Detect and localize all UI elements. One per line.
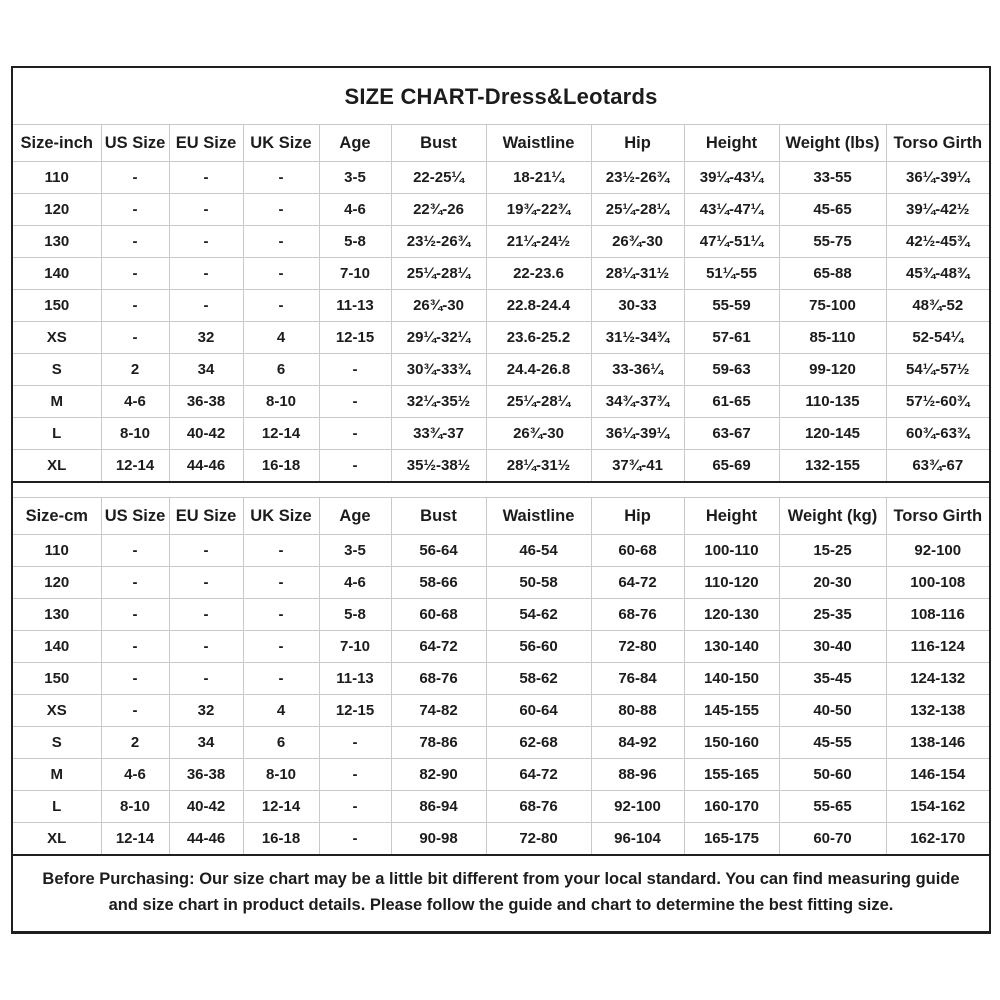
table-cell: 12-15 [319, 695, 391, 727]
column-header: Waistline [486, 125, 591, 162]
table-cell: 46-54 [486, 535, 591, 567]
table-cell: 35½-38½ [391, 450, 486, 483]
header-row [13, 125, 989, 162]
table-cell: 90-98 [391, 823, 486, 856]
table-cell: - [169, 258, 243, 290]
table-cell: - [319, 791, 391, 823]
table-cell: 124-132 [886, 663, 989, 695]
table-cell: 5-8 [319, 599, 391, 631]
table-cell: XS [13, 322, 101, 354]
table-cell: - [169, 599, 243, 631]
table-cell: 52-54¼ [886, 322, 989, 354]
table-cell: 4 [243, 322, 319, 354]
table-cell: 57-61 [684, 322, 779, 354]
table-cell: 146-154 [886, 759, 989, 791]
table-cell: 4-6 [319, 567, 391, 599]
table-cell: 36-38 [169, 386, 243, 418]
table-cell: 61-65 [684, 386, 779, 418]
table-cell: 26¾-30 [391, 290, 486, 322]
column-header: Torso Girth [886, 125, 989, 162]
table-cell: 2 [101, 354, 169, 386]
table-row [13, 759, 989, 791]
header-row [13, 498, 989, 535]
table-cell: - [101, 194, 169, 226]
table-cell: 3-5 [319, 535, 391, 567]
table-cell: 36¼-39¼ [591, 418, 684, 450]
table-cell: 84-92 [591, 727, 684, 759]
table-cell: 120-130 [684, 599, 779, 631]
table-cell: 63-67 [684, 418, 779, 450]
table-row [13, 567, 989, 599]
table-cell: 68-76 [591, 599, 684, 631]
table-cell: 110-135 [779, 386, 886, 418]
table-row [13, 695, 989, 727]
table-cell: 56-64 [391, 535, 486, 567]
table-cell: 40-42 [169, 791, 243, 823]
table-cell: 138-146 [886, 727, 989, 759]
table-cell: 68-76 [391, 663, 486, 695]
table-cell: - [169, 226, 243, 258]
table-cell: 50-60 [779, 759, 886, 791]
table-cell: 4-6 [319, 194, 391, 226]
size-chart [11, 66, 991, 934]
table-cell: 58-66 [391, 567, 486, 599]
table-cell: - [319, 386, 391, 418]
table-cell: 50-58 [486, 567, 591, 599]
table-cell: - [319, 450, 391, 483]
table-cell: 75-100 [779, 290, 886, 322]
table-cell: 8-10 [243, 759, 319, 791]
column-header: Torso Girth [886, 498, 989, 535]
table-cell: 160-170 [684, 791, 779, 823]
table-cell: S [13, 354, 101, 386]
table-cell: - [101, 290, 169, 322]
table-cell: XS [13, 695, 101, 727]
table-cell: 99-120 [779, 354, 886, 386]
table-cell: 30¾-33¾ [391, 354, 486, 386]
table-cell: - [169, 631, 243, 663]
column-header: EU Size [169, 125, 243, 162]
table-cell: - [169, 567, 243, 599]
table-row [13, 535, 989, 567]
table-cell: 16-18 [243, 823, 319, 856]
table-cell: - [169, 290, 243, 322]
table-cell: 34¾-37¾ [591, 386, 684, 418]
table-cell: 3-5 [319, 162, 391, 194]
table-cell: 165-175 [684, 823, 779, 856]
table-cell: 132-155 [779, 450, 886, 483]
purchase-note: Before Purchasing: Our size chart may be a little bit different from your local standard. You can find measuring guide and size chart in product details. Please follow the guide and chart to determine the best fitting size. [42, 870, 960, 914]
table-cell: 11-13 [319, 663, 391, 695]
table-cell: 23½-26¾ [591, 162, 684, 194]
table-row [13, 823, 989, 856]
table-cell: 120-145 [779, 418, 886, 450]
table-cell: 33¾-37 [391, 418, 486, 450]
table-cell: 4-6 [101, 386, 169, 418]
table-cell: 51¼-55 [684, 258, 779, 290]
table-row [13, 418, 989, 450]
table-row [13, 290, 989, 322]
table-row [13, 450, 989, 483]
table-cell: 8-10 [243, 386, 319, 418]
table-cell: 72-80 [486, 823, 591, 856]
table-cell: - [101, 322, 169, 354]
table-cell: - [101, 631, 169, 663]
column-header: Age [319, 498, 391, 535]
table-cell: - [319, 418, 391, 450]
table-cell: 23½-26¾ [391, 226, 486, 258]
table-divider-gap [13, 483, 989, 497]
table-cell: - [243, 290, 319, 322]
column-header: EU Size [169, 498, 243, 535]
table-cell: 40-50 [779, 695, 886, 727]
table-row [13, 599, 989, 631]
table-cell: 6 [243, 354, 319, 386]
table-cell: 100-108 [886, 567, 989, 599]
table-cell: 34 [169, 354, 243, 386]
table-cell: 110 [13, 162, 101, 194]
column-header: Height [684, 125, 779, 162]
table-cell: - [243, 162, 319, 194]
table-cell: 25¼-28¼ [486, 386, 591, 418]
table-cell: 88-96 [591, 759, 684, 791]
table-cell: 60-64 [486, 695, 591, 727]
table-cell: 29¼-32¼ [391, 322, 486, 354]
table-cell: 47¼-51¼ [684, 226, 779, 258]
table-cell: 48¾-52 [886, 290, 989, 322]
table-cell: 5-8 [319, 226, 391, 258]
table-cell: 22.8-24.4 [486, 290, 591, 322]
table-cell: 24.4-26.8 [486, 354, 591, 386]
table-cell: 12-14 [101, 823, 169, 856]
table-cell: 42½-45¾ [886, 226, 989, 258]
table-cell: 100-110 [684, 535, 779, 567]
table-cell: - [243, 631, 319, 663]
column-header: UK Size [243, 498, 319, 535]
table-cell: - [169, 663, 243, 695]
table-cell: 43¼-47¼ [684, 194, 779, 226]
table-cell: 20-30 [779, 567, 886, 599]
table-cell: 60-68 [391, 599, 486, 631]
table-cell: - [319, 727, 391, 759]
table-cell: - [101, 226, 169, 258]
table-cell: 36¼-39¼ [886, 162, 989, 194]
table-cell: - [101, 663, 169, 695]
table-row [13, 162, 989, 194]
table-cell: 8-10 [101, 418, 169, 450]
column-header: Hip [591, 498, 684, 535]
table-cell: 30-40 [779, 631, 886, 663]
table-cell: 57½-60¾ [886, 386, 989, 418]
table-cell: - [319, 354, 391, 386]
table-cell: - [101, 162, 169, 194]
size-table-cm [13, 497, 989, 856]
table-cell: 4 [243, 695, 319, 727]
table-cell: 54-62 [486, 599, 591, 631]
table-cell: 116-124 [886, 631, 989, 663]
table-cell: - [243, 599, 319, 631]
table-cell: - [243, 567, 319, 599]
column-header: Waistline [486, 498, 591, 535]
table-cell: 33-55 [779, 162, 886, 194]
table-cell: 80-88 [591, 695, 684, 727]
table-cell: 7-10 [319, 631, 391, 663]
table-cell: 28¼-31½ [591, 258, 684, 290]
table-cell: 65-88 [779, 258, 886, 290]
size-table-inch [13, 124, 989, 483]
table-cell: 33-36¼ [591, 354, 684, 386]
table-cell: 28¼-31½ [486, 450, 591, 483]
table-cell: 25¼-28¼ [391, 258, 486, 290]
table-cell: - [101, 695, 169, 727]
table-cell: 44-46 [169, 450, 243, 483]
table-cell: 92-100 [886, 535, 989, 567]
column-header: Height [684, 498, 779, 535]
table-cell: - [101, 599, 169, 631]
table-cell: 62-68 [486, 727, 591, 759]
table-cell: 55-65 [779, 791, 886, 823]
table-row [13, 322, 989, 354]
table-cell: 154-162 [886, 791, 989, 823]
column-header: Hip [591, 125, 684, 162]
table-cell: 130 [13, 226, 101, 258]
table-row [13, 258, 989, 290]
table-cell: 32¼-35½ [391, 386, 486, 418]
table-cell: 39¼-42½ [886, 194, 989, 226]
table-cell: 60-68 [591, 535, 684, 567]
column-header: Bust [391, 498, 486, 535]
table-cell: - [243, 258, 319, 290]
table-cell: 145-155 [684, 695, 779, 727]
column-header: Size-inch [13, 125, 101, 162]
table-cell: 64-72 [486, 759, 591, 791]
table-cell: M [13, 386, 101, 418]
table-cell: 22-25¼ [391, 162, 486, 194]
table-row [13, 663, 989, 695]
table-row [13, 727, 989, 759]
table-cell: 86-94 [391, 791, 486, 823]
table-cell: 7-10 [319, 258, 391, 290]
table-cell: 110-120 [684, 567, 779, 599]
column-header: Weight (lbs) [779, 125, 886, 162]
table-cell: 18-21¼ [486, 162, 591, 194]
table-cell: 63¾-67 [886, 450, 989, 483]
table-cell: - [169, 535, 243, 567]
table-row [13, 386, 989, 418]
column-header: US Size [101, 498, 169, 535]
table-cell: 150 [13, 663, 101, 695]
table-cell: M [13, 759, 101, 791]
column-header: Age [319, 125, 391, 162]
column-header: Size-cm [13, 498, 101, 535]
table-cell: 26¾-30 [486, 418, 591, 450]
table-cell: 12-15 [319, 322, 391, 354]
table-cell: 55-75 [779, 226, 886, 258]
table-cell: 150-160 [684, 727, 779, 759]
table-cell: 58-62 [486, 663, 591, 695]
table-cell: 65-69 [684, 450, 779, 483]
table-cell: 22-23.6 [486, 258, 591, 290]
table-cell: 56-60 [486, 631, 591, 663]
table-cell: 140 [13, 631, 101, 663]
table-cell: 21¼-24½ [486, 226, 591, 258]
table-cell: 68-76 [486, 791, 591, 823]
table-cell: 120 [13, 194, 101, 226]
table-cell: - [243, 535, 319, 567]
table-cell: - [243, 226, 319, 258]
chart-title: SIZE CHART-Dress&Leotards [344, 84, 658, 109]
column-header: UK Size [243, 125, 319, 162]
table-cell: - [101, 535, 169, 567]
table-row [13, 354, 989, 386]
table-cell: 45-55 [779, 727, 886, 759]
table-cell: 36-38 [169, 759, 243, 791]
table-cell: 54¼-57½ [886, 354, 989, 386]
table-cell: 26¾-30 [591, 226, 684, 258]
table-cell: 120 [13, 567, 101, 599]
table-cell: 19¾-22¾ [486, 194, 591, 226]
table-row [13, 791, 989, 823]
table-cell: 22¾-26 [391, 194, 486, 226]
table-cell: 85-110 [779, 322, 886, 354]
table-cell: 55-59 [684, 290, 779, 322]
table-cell: 39¼-43¼ [684, 162, 779, 194]
table-cell: 12-14 [243, 791, 319, 823]
table-cell: 35-45 [779, 663, 886, 695]
table-cell: S [13, 727, 101, 759]
table-cell: 96-104 [591, 823, 684, 856]
table-cell: XL [13, 823, 101, 856]
table-cell: - [101, 258, 169, 290]
table-cell: - [101, 567, 169, 599]
table-cell: 30-33 [591, 290, 684, 322]
table-cell: L [13, 791, 101, 823]
column-header: US Size [101, 125, 169, 162]
table-cell: - [319, 823, 391, 856]
table-cell: 155-165 [684, 759, 779, 791]
table-cell: 25-35 [779, 599, 886, 631]
table-cell: 23.6-25.2 [486, 322, 591, 354]
table-cell: 60¾-63¾ [886, 418, 989, 450]
table-cell: 44-46 [169, 823, 243, 856]
table-cell: 162-170 [886, 823, 989, 856]
table-cell: 11-13 [319, 290, 391, 322]
column-header: Bust [391, 125, 486, 162]
table-row [13, 226, 989, 258]
table-cell: 59-63 [684, 354, 779, 386]
table-cell: XL [13, 450, 101, 483]
table-cell: 64-72 [391, 631, 486, 663]
table-cell: 37¾-41 [591, 450, 684, 483]
table-cell: 64-72 [591, 567, 684, 599]
table-cell: 6 [243, 727, 319, 759]
table-cell: 15-25 [779, 535, 886, 567]
table-cell: 110 [13, 535, 101, 567]
table-cell: 150 [13, 290, 101, 322]
table-cell: 34 [169, 727, 243, 759]
table-cell: 12-14 [243, 418, 319, 450]
table-cell: - [169, 194, 243, 226]
table-cell: - [169, 162, 243, 194]
table-cell: 32 [169, 322, 243, 354]
table-cell: 130-140 [684, 631, 779, 663]
table-cell: 16-18 [243, 450, 319, 483]
table-cell: 2 [101, 727, 169, 759]
table-cell: 72-80 [591, 631, 684, 663]
table-cell: 12-14 [101, 450, 169, 483]
table-cell: - [243, 663, 319, 695]
table-cell: 82-90 [391, 759, 486, 791]
table-cell: 45¾-48¾ [886, 258, 989, 290]
table-cell: 130 [13, 599, 101, 631]
table-cell: - [243, 194, 319, 226]
table-cell: 76-84 [591, 663, 684, 695]
table-row [13, 194, 989, 226]
table-cell: 108-116 [886, 599, 989, 631]
table-cell: 92-100 [591, 791, 684, 823]
table-cell: 140-150 [684, 663, 779, 695]
table-cell: - [319, 759, 391, 791]
table-cell: 60-70 [779, 823, 886, 856]
table-cell: 31½-34¾ [591, 322, 684, 354]
table-row [13, 631, 989, 663]
table-cell: 45-65 [779, 194, 886, 226]
table-cell: 4-6 [101, 759, 169, 791]
table-cell: 40-42 [169, 418, 243, 450]
table-cell: 132-138 [886, 695, 989, 727]
table-cell: 32 [169, 695, 243, 727]
table-cell: 140 [13, 258, 101, 290]
table-cell: L [13, 418, 101, 450]
table-cell: 74-82 [391, 695, 486, 727]
table-cell: 25¼-28¼ [591, 194, 684, 226]
table-cell: 78-86 [391, 727, 486, 759]
table-cell: 8-10 [101, 791, 169, 823]
column-header: Weight (kg) [779, 498, 886, 535]
